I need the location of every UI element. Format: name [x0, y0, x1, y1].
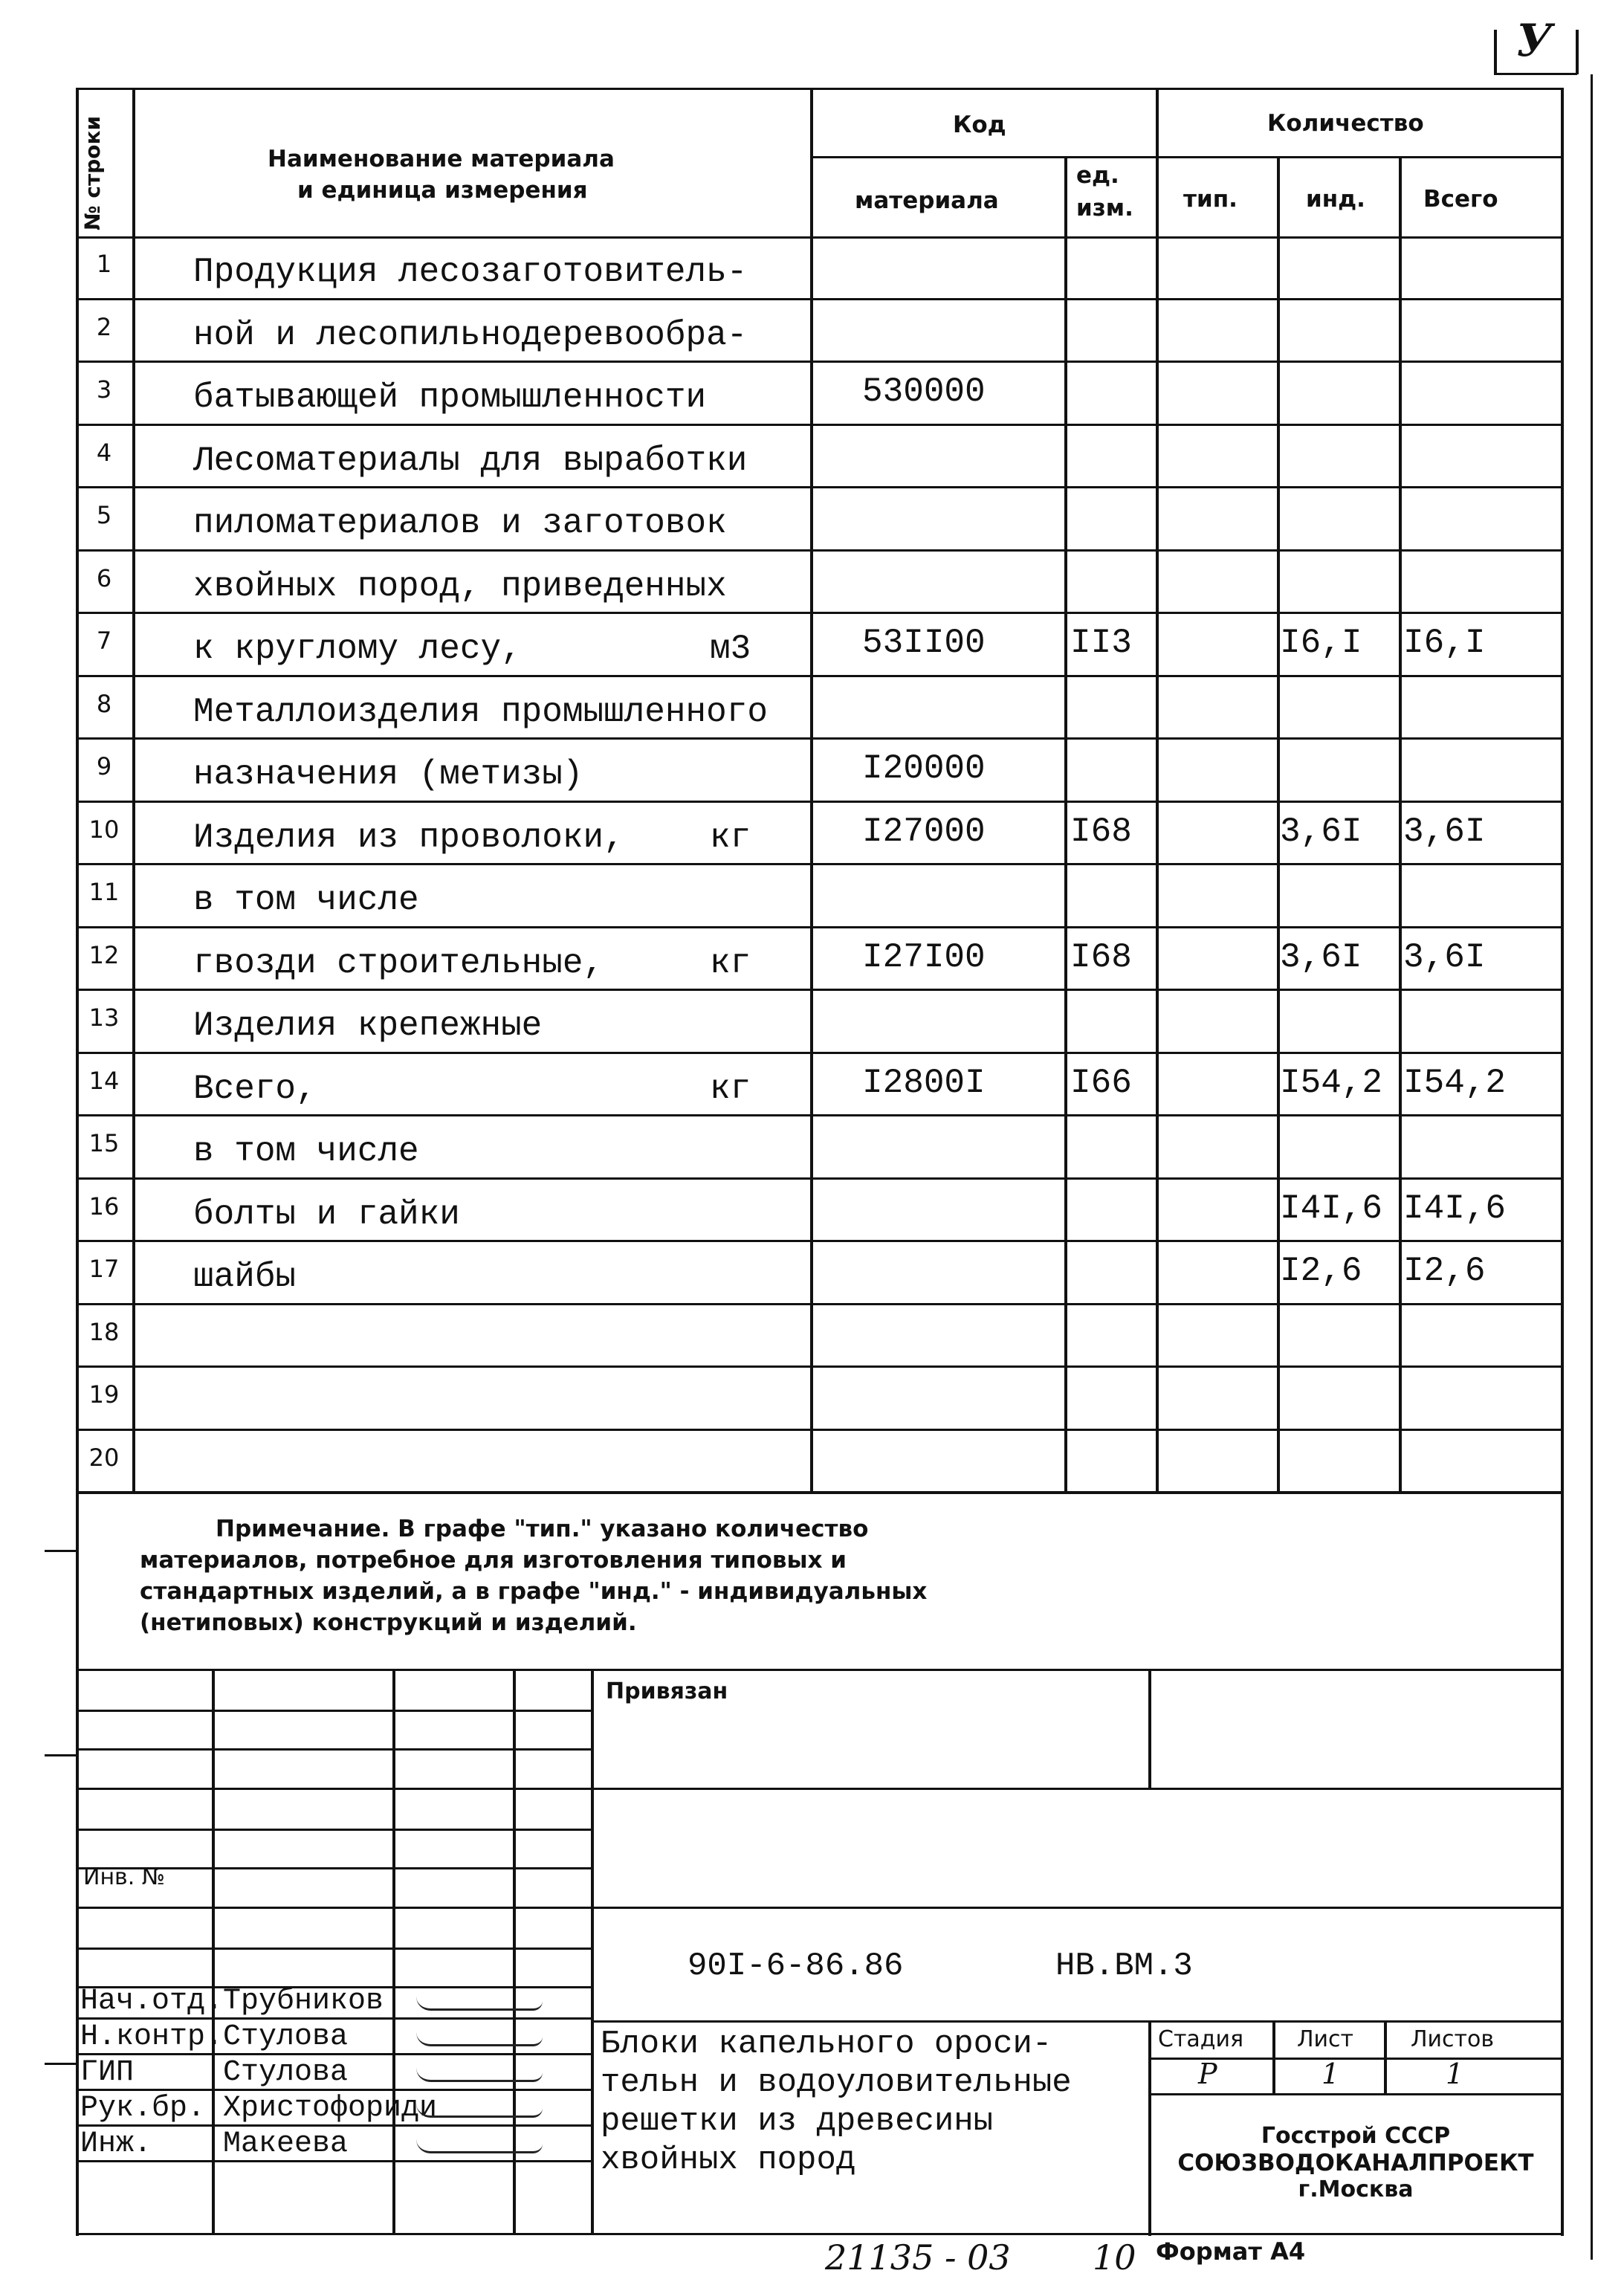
title-line1: Блоки капельного ороси-: [601, 2026, 1052, 2063]
staff-role: Рук.бр.: [80, 2092, 206, 2125]
row-unit-code: II3: [1070, 624, 1132, 662]
document-code: 90I-6-86.86: [688, 1948, 904, 1985]
row-ind-qty: 3,6I: [1280, 812, 1362, 851]
sheets-label: Листов: [1411, 2026, 1495, 2052]
staff-role: Нач.отд.: [80, 1985, 224, 2018]
row-number: 15: [88, 1129, 120, 1157]
row-number: 1: [96, 250, 112, 278]
row-material-name: ной и лесопильнодеревообра-: [193, 315, 748, 355]
note-line4: (нетиповых) конструкций и изделий.: [140, 1609, 637, 1636]
row-ind-qty: I4I,6: [1280, 1189, 1383, 1228]
row-total-qty: I6,I: [1403, 624, 1486, 662]
row-material-code: 53II00: [862, 624, 986, 662]
row-material-name: болты и гайки: [193, 1195, 460, 1234]
row-number: 20: [88, 1443, 120, 1472]
row-material-name: Всего,: [193, 1069, 317, 1108]
signature: [416, 2032, 543, 2046]
note-line2: материалов, потребное для изготовления типовых и: [140, 1547, 847, 1574]
row-divider: [76, 1114, 1562, 1116]
page-corner-mark: У: [1516, 15, 1553, 67]
row-unit: кг: [710, 1069, 751, 1108]
row-material-code: I20000: [862, 749, 986, 788]
row-number: 13: [88, 1003, 120, 1032]
row-number: 14: [88, 1066, 120, 1095]
ind-header: инд.: [1306, 186, 1365, 213]
frame-right: [1561, 88, 1564, 2236]
frame-top: [76, 88, 1562, 90]
row-number: 9: [96, 752, 112, 780]
row-number: 4: [96, 438, 112, 467]
row-number: 10: [88, 815, 120, 844]
row-unit: м3: [710, 630, 751, 668]
row-material-name: шайбы: [193, 1258, 297, 1296]
signature: [416, 2139, 543, 2153]
row-number: 5: [96, 501, 112, 529]
row-material-name: гвозди строительные,: [193, 943, 604, 983]
name-header-line2: и единица измерения: [297, 177, 588, 204]
row-material-name: Металлоизделия промышленного: [193, 692, 768, 731]
row-material-code: I2800I: [862, 1063, 986, 1102]
row-number: 17: [88, 1255, 120, 1283]
row-number: 7: [96, 627, 112, 655]
staff-name: Трубников: [223, 1985, 384, 2018]
row-unit: кг: [710, 943, 751, 983]
title-line4: хвойных пород: [601, 2142, 856, 2179]
document-mark: НВ.ВМ.3: [1055, 1948, 1193, 1985]
row-number: 6: [96, 563, 112, 592]
row-divider: [76, 298, 1562, 300]
inventory-number-label: Инв. №: [83, 1864, 166, 1890]
name-header-line1: Наименование материала: [268, 146, 615, 172]
row-unit-code: I66: [1070, 1063, 1132, 1102]
row-total-qty: 3,6I: [1403, 937, 1486, 977]
row-divider: [76, 549, 1562, 552]
sheet-label: Лист: [1297, 2026, 1354, 2052]
title-line3: решетки из древесины: [601, 2103, 994, 2140]
row-material-name: в том числе: [193, 1132, 419, 1171]
row-number: 19: [88, 1380, 120, 1409]
row-material-name: Лесоматериалы для выработки: [193, 441, 748, 480]
row-ind-qty: I6,I: [1280, 624, 1362, 662]
staff-name: Макеева: [223, 2127, 349, 2161]
signature: [416, 2068, 543, 2082]
row-divider: [76, 675, 1562, 677]
row-number: 16: [88, 1192, 120, 1221]
unit-header-line1: ед.: [1076, 162, 1119, 189]
row-number: 8: [96, 689, 112, 718]
row-number: 11: [88, 878, 120, 906]
format-label: Формат А4: [1156, 2237, 1306, 2266]
copy-number: 10: [1093, 2237, 1136, 2278]
signature: [416, 2104, 543, 2118]
archive-number: 21135 - 03: [825, 2237, 1011, 2278]
row-number: 12: [88, 940, 120, 969]
row-divider: [76, 801, 1562, 803]
row-unit-code: I68: [1070, 812, 1132, 851]
signature: [416, 1997, 543, 2011]
row-divider: [76, 989, 1562, 991]
stage-value: Р: [1198, 2058, 1217, 2090]
staff-role: Инж.: [80, 2127, 152, 2161]
row-divider: [76, 424, 1562, 426]
row-divider: [76, 863, 1562, 865]
staff-name: Христофориди: [223, 2092, 438, 2125]
org-line1: Госстрой СССР: [1261, 2123, 1451, 2149]
row-material-code: 530000: [862, 372, 986, 411]
row-material-name: в том числе: [193, 881, 419, 919]
sheet-value: 1: [1321, 2058, 1340, 2090]
row-divider: [76, 926, 1562, 928]
row-divider: [76, 486, 1562, 488]
org-line3: г.Москва: [1298, 2176, 1414, 2202]
row-total-qty: 3,6I: [1403, 812, 1486, 851]
row-unit: кг: [710, 818, 751, 857]
row-divider: [76, 1177, 1562, 1180]
staff-role: Н.контр.: [80, 2020, 224, 2054]
row-material-name: Изделия крепежные: [193, 1006, 543, 1045]
row-ind-qty: 3,6I: [1280, 937, 1362, 977]
row-unit-code: I68: [1070, 937, 1132, 977]
row-total-qty: I4I,6: [1403, 1189, 1507, 1228]
row-divider: [76, 737, 1562, 740]
privyazan-label: Привязан: [606, 1678, 728, 1704]
row-material-name: хвойных пород, приведенных: [193, 566, 727, 606]
material-code-header: материала: [855, 187, 999, 214]
row-divider: [76, 1303, 1562, 1305]
frame-left: [76, 88, 79, 2236]
quantity-header: Количество: [1267, 110, 1424, 137]
unit-header-line2: изм.: [1076, 195, 1133, 222]
row-material-name: Продукция лесозаготовитель-: [193, 253, 748, 291]
sheets-value: 1: [1446, 2058, 1464, 2090]
stage-label: Стадия: [1158, 2026, 1244, 2052]
note-line1: Примечание. В графе "тип." указано количество: [216, 1516, 869, 1542]
row-divider: [76, 1240, 1562, 1242]
row-material-name: назначения (метизы): [193, 755, 583, 794]
staff-role: ГИП: [80, 2056, 135, 2089]
row-ind-qty: I54,2: [1280, 1063, 1383, 1102]
row-material-name: Изделия из проволоки,: [193, 818, 624, 857]
row-ind-qty: I2,6: [1280, 1252, 1362, 1290]
title-line2: тельн и водоуловительные: [601, 2064, 1072, 2101]
org-line2: СОЮЗВОДОКАНАЛПРОЕКТ: [1177, 2150, 1534, 2176]
row-divider: [76, 612, 1562, 614]
row-divider: [76, 1429, 1562, 1431]
row-number: 18: [88, 1317, 120, 1346]
code-header: Код: [953, 111, 1006, 138]
sheet-edge: [1591, 74, 1593, 2260]
row-material-name: к круглому лесу,: [193, 630, 522, 668]
row-divider: [76, 1365, 1562, 1368]
note-line3: стандартных изделий, а в графе "инд." - индивидуальных: [140, 1578, 928, 1605]
staff-name: Стулова: [223, 2020, 349, 2054]
row-material-code: I27I00: [862, 937, 986, 977]
row-number-header: № строки: [80, 115, 105, 230]
typ-header: тип.: [1183, 186, 1238, 213]
row-number: 3: [96, 375, 112, 404]
row-material-code: I27000: [862, 812, 986, 851]
row-divider: [76, 361, 1562, 363]
row-total-qty: I54,2: [1403, 1063, 1507, 1102]
row-material-name: батывающей промышленности: [193, 378, 707, 417]
row-divider: [76, 1052, 1562, 1054]
staff-name: Стулова: [223, 2056, 349, 2089]
frame-bottom: [76, 2233, 1562, 2235]
row-material-name: пиломатериалов и заготовок: [193, 504, 727, 543]
row-total-qty: I2,6: [1403, 1252, 1486, 1290]
row-number: 2: [96, 312, 112, 341]
total-header: Всего: [1423, 186, 1498, 213]
